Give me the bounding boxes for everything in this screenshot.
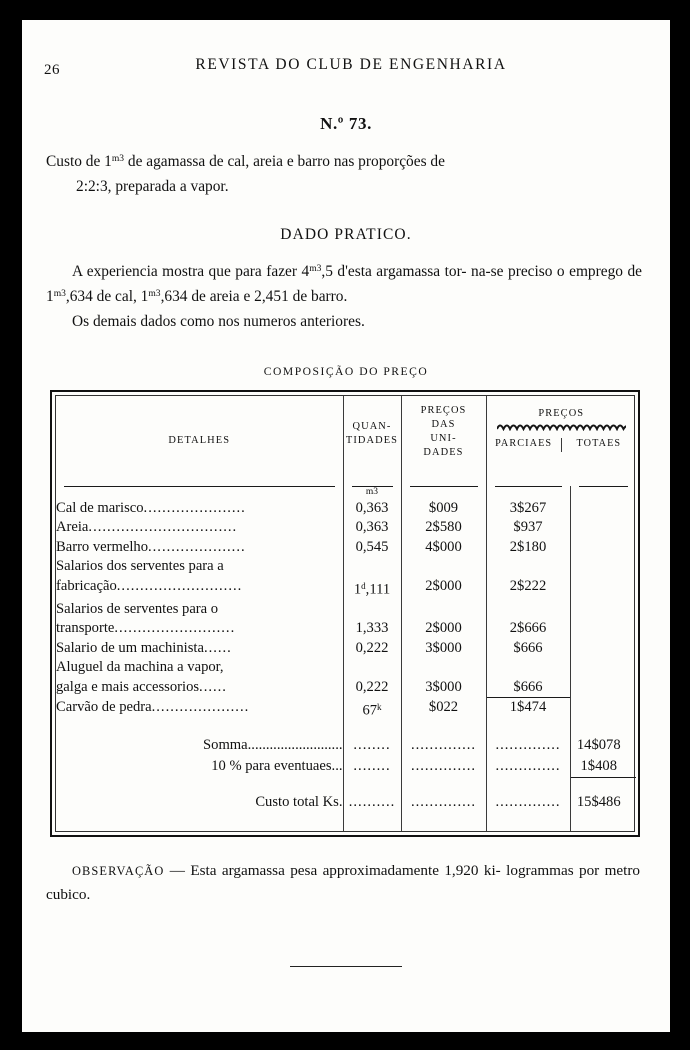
header-subcolumns xyxy=(487,438,637,452)
grand-total-row xyxy=(56,792,636,813)
header-unidades-l3: UNI- xyxy=(430,432,457,444)
table-bottom-padding xyxy=(56,813,636,831)
row-label-text: Salario de um machinista xyxy=(56,639,204,656)
table-gap-row xyxy=(56,721,636,735)
bottom-totaes xyxy=(570,813,636,831)
row-label: Salarios dos serventes para a xyxy=(56,558,224,575)
table-row-continued xyxy=(56,600,636,620)
row-partial-price: $666 xyxy=(486,639,570,659)
summary-label xyxy=(56,756,343,778)
row-unit-price: 4$000 xyxy=(401,538,486,558)
row-label xyxy=(56,678,343,698)
summary-dots-unit: .............. xyxy=(401,735,486,756)
table-caption: COMPOSIÇÃO DO PREÇO xyxy=(263,364,429,378)
summary-row-eventuaes xyxy=(56,756,636,778)
row-quantity-rest: ,111 xyxy=(365,581,391,598)
leader-dots: ...................... xyxy=(143,499,246,516)
gap2-unidades xyxy=(401,778,486,793)
row-label xyxy=(56,619,343,639)
experience-text xyxy=(46,260,642,310)
gap2-parciaes xyxy=(486,778,570,793)
table-row xyxy=(56,619,636,639)
row-partial-price: 2$180 xyxy=(486,538,570,558)
observation-label: OBSERVAÇÃO xyxy=(72,864,165,879)
leader-dots: ...... xyxy=(203,639,232,656)
row-partial-price: $937 xyxy=(486,518,570,538)
header-quantidades-stack xyxy=(344,396,401,448)
zigzag-rule-icon xyxy=(497,422,627,431)
price-table-frame xyxy=(50,390,640,837)
bottom-detalhes xyxy=(56,813,343,831)
summary-total: 1$408 xyxy=(570,756,636,778)
summary-dots-unit: .............. xyxy=(401,756,486,778)
unit-marker-cell: m3 xyxy=(343,487,401,499)
grand-total-value: 15$486 xyxy=(570,792,636,813)
table-row xyxy=(56,499,636,519)
unit-marker-spacer xyxy=(56,487,343,499)
row-partial-blank xyxy=(486,557,570,577)
row-label xyxy=(56,499,343,519)
row-unit-price-blank xyxy=(401,557,486,577)
summary-dots-partial: .............. xyxy=(486,756,570,778)
exp-d: ,634 de cal, 1 xyxy=(65,287,149,305)
row-label-text: Areia xyxy=(56,519,89,536)
table-row xyxy=(56,639,636,659)
days-unit-sup: d xyxy=(361,580,366,591)
row-quantity: 0,545 xyxy=(343,538,401,558)
header-precos-group xyxy=(486,396,636,486)
gap-detalhes xyxy=(56,721,343,735)
bottom-unidades xyxy=(401,813,486,831)
row-label xyxy=(56,518,343,538)
page-folio-number: 26 xyxy=(44,62,60,78)
cubic-meter-sup-2: m3 xyxy=(309,262,322,274)
table-gap-row-2 xyxy=(56,778,636,793)
grand-total-dots-partial: .............. xyxy=(486,792,570,813)
row-label: Salarios de serventes para o xyxy=(56,600,219,617)
row-unit-price: $009 xyxy=(401,499,486,519)
gap-quantidades xyxy=(343,721,401,735)
intro-text-a: Custo de 1 xyxy=(46,153,112,170)
section-number: N.º 73. xyxy=(320,114,372,133)
grand-total-dots-unit: .............. xyxy=(401,792,486,813)
row-quantity xyxy=(343,698,401,721)
header-unidades-l1: PREÇOS xyxy=(420,404,467,416)
table-row xyxy=(56,518,636,538)
header-quantidades-l2: TIDADES xyxy=(345,434,399,446)
row-label-text: galga e mais accessorios xyxy=(56,678,200,695)
cubic-meter-sup: m3 xyxy=(111,153,125,165)
header-detalhes: DETALHES xyxy=(168,435,231,447)
row-quantity: 1,333 xyxy=(343,619,401,639)
row-label xyxy=(56,639,343,659)
row-total-blank xyxy=(570,557,636,577)
subheading-dado-pratico: DADO PRATICO. xyxy=(280,225,412,243)
row-total-price xyxy=(570,678,636,698)
price-composition-table xyxy=(56,396,636,831)
gap-totaes xyxy=(570,721,636,735)
row-unit-price: 2$000 xyxy=(401,619,486,639)
row-quantity-value: 67 xyxy=(362,702,378,719)
leader-dots: ..................... xyxy=(148,538,246,555)
unit-marker-blank-1 xyxy=(401,487,486,499)
row-unit-price: 3$000 xyxy=(401,639,486,659)
row-partial-price: 2$666 xyxy=(486,619,570,639)
row-unit-price: $022 xyxy=(401,698,486,721)
gap2-detalhes xyxy=(56,778,343,793)
kilogram-unit-sup: k xyxy=(377,701,382,712)
header-precos-label: PREÇOS xyxy=(538,407,585,419)
journal-title: REVISTA DO CLUB DE ENGENHARIA xyxy=(195,56,507,73)
row-unit-price-blank xyxy=(401,658,486,678)
exp-b: ,5 d'esta argamassa tor- xyxy=(321,262,467,280)
row-label xyxy=(56,538,343,558)
row-quantity: 0,363 xyxy=(343,499,401,519)
intro-paragraph xyxy=(46,150,642,200)
gap-unidades xyxy=(401,721,486,735)
exp-a: A experiencia mostra que para fazer 4 xyxy=(72,262,310,280)
row-unit-price-blank xyxy=(401,600,486,620)
row-total-price xyxy=(570,639,636,659)
row-quantity: 0,222 xyxy=(343,678,401,698)
header-totaes: TOTAES xyxy=(561,438,636,452)
leader-dots: ...... xyxy=(199,678,227,695)
row-label xyxy=(56,577,343,600)
observation-dash: — xyxy=(164,862,191,880)
row-label-text: Carvão de pedra xyxy=(56,698,152,715)
leader-dots: ................................ xyxy=(88,519,238,536)
gap-parciaes xyxy=(486,721,570,735)
row-partial-price: 2$222 xyxy=(486,577,570,600)
grand-total-dots-quantity: .......... xyxy=(343,792,401,813)
intro-line-1 xyxy=(46,150,642,175)
document-page xyxy=(22,20,670,1032)
header-precos-das-unidades xyxy=(401,396,486,486)
exp-e: ,634 de areia e 2,451 xyxy=(160,287,289,305)
table-row xyxy=(56,698,636,721)
header-quantidades xyxy=(343,396,401,486)
exp-f: de barro. xyxy=(292,287,348,305)
summary-label xyxy=(56,735,343,756)
price-table-inner-frame xyxy=(55,395,635,832)
table-row-continued xyxy=(56,658,636,678)
experience-note: Os demais dados como nos numeros anteriores. xyxy=(72,312,365,330)
summary-dots-quantity: ........ xyxy=(343,735,401,756)
row-total-price xyxy=(570,499,636,519)
leader-dots: .......................... xyxy=(247,737,343,754)
row-unit-price: 3$000 xyxy=(401,678,486,698)
cubic-meter-sup-4: m3 xyxy=(148,287,161,299)
summary-dots-quantity: ........ xyxy=(343,756,401,778)
cubic-meter-sup-3: m3 xyxy=(53,287,66,299)
row-quantity-blank xyxy=(343,600,401,620)
gap2-quantidades xyxy=(343,778,401,793)
observation-note xyxy=(46,859,640,908)
experience-paragraph xyxy=(46,260,642,335)
leader-dots: ... xyxy=(331,758,343,775)
row-partial-blank xyxy=(486,600,570,620)
row-total-blank xyxy=(570,658,636,678)
end-of-section-rule xyxy=(290,966,402,967)
summary-row-somma xyxy=(56,735,636,756)
row-total-blank xyxy=(570,600,636,620)
row-quantity: 0,222 xyxy=(343,639,401,659)
table-row xyxy=(56,678,636,698)
row-total-price xyxy=(570,577,636,600)
row-quantity: 0,363 xyxy=(343,518,401,538)
table-row-continued xyxy=(56,557,636,577)
row-partial-price: 3$267 xyxy=(486,499,570,519)
observation-text-b: logrammas por metro cubico. xyxy=(46,862,641,904)
exp-c: na-se preciso o emprego de 1 xyxy=(46,262,642,305)
row-label-text: transporte xyxy=(56,620,115,637)
row-quantity-blank xyxy=(343,557,401,577)
row-total-price xyxy=(570,518,636,538)
table-header-row xyxy=(56,396,636,486)
row-label: Aluguel da machina a vapor, xyxy=(56,659,224,676)
summary-label-text: Somma xyxy=(203,737,248,754)
leader-dots: .......................... xyxy=(114,620,236,637)
table-row xyxy=(56,577,636,600)
row-unit-price: 2$000 xyxy=(401,577,486,600)
grand-total-label: Custo total Ks. xyxy=(255,794,343,811)
row-total-price xyxy=(570,698,636,721)
bottom-quantidades xyxy=(343,813,401,831)
summary-total: 14$078 xyxy=(570,735,636,756)
row-quantity-blank xyxy=(343,658,401,678)
row-total-price xyxy=(570,538,636,558)
row-total-price xyxy=(570,619,636,639)
unit-marker-blank-3 xyxy=(570,487,636,499)
row-quantity xyxy=(343,577,401,600)
row-label-text: fabricação xyxy=(56,577,117,594)
row-label xyxy=(56,698,343,721)
header-parciaes: PARCIAES xyxy=(495,437,553,449)
header-unidades-l4: DADES xyxy=(423,446,464,458)
summary-label-text: 10 % para eventuaes xyxy=(211,758,332,775)
row-label-text: Barro vermelho xyxy=(56,538,148,555)
row-unit-price: 2$580 xyxy=(401,518,486,538)
intro-line-2: 2:2:3, preparada a vapor. xyxy=(76,177,229,195)
summary-dots-partial: .............. xyxy=(486,735,570,756)
row-quantity-value: 1 xyxy=(353,581,362,598)
intro-text-b: de agamassa de cal, areia e barro nas proporções de xyxy=(124,153,445,170)
gap2-totaes xyxy=(570,778,636,793)
row-partial-price: $666 xyxy=(486,678,570,698)
row-partial-price: 1$474 xyxy=(486,698,570,721)
observation-text-a: Esta argamassa pesa approximadamente 1,920 ki- xyxy=(190,862,501,880)
row-partial-blank xyxy=(486,658,570,678)
table-row xyxy=(56,538,636,558)
header-quantidades-l1: QUAN- xyxy=(352,420,392,432)
header-unidades-l2: DAS xyxy=(431,418,456,430)
unit-marker-blank-2 xyxy=(486,487,570,499)
leader-dots: ........................... xyxy=(116,577,243,594)
row-label-text: Cal de marisco xyxy=(56,499,144,516)
leader-dots: ..................... xyxy=(151,698,250,715)
unit-marker-row xyxy=(56,487,636,499)
running-head xyxy=(22,56,670,96)
bottom-parciaes xyxy=(486,813,570,831)
